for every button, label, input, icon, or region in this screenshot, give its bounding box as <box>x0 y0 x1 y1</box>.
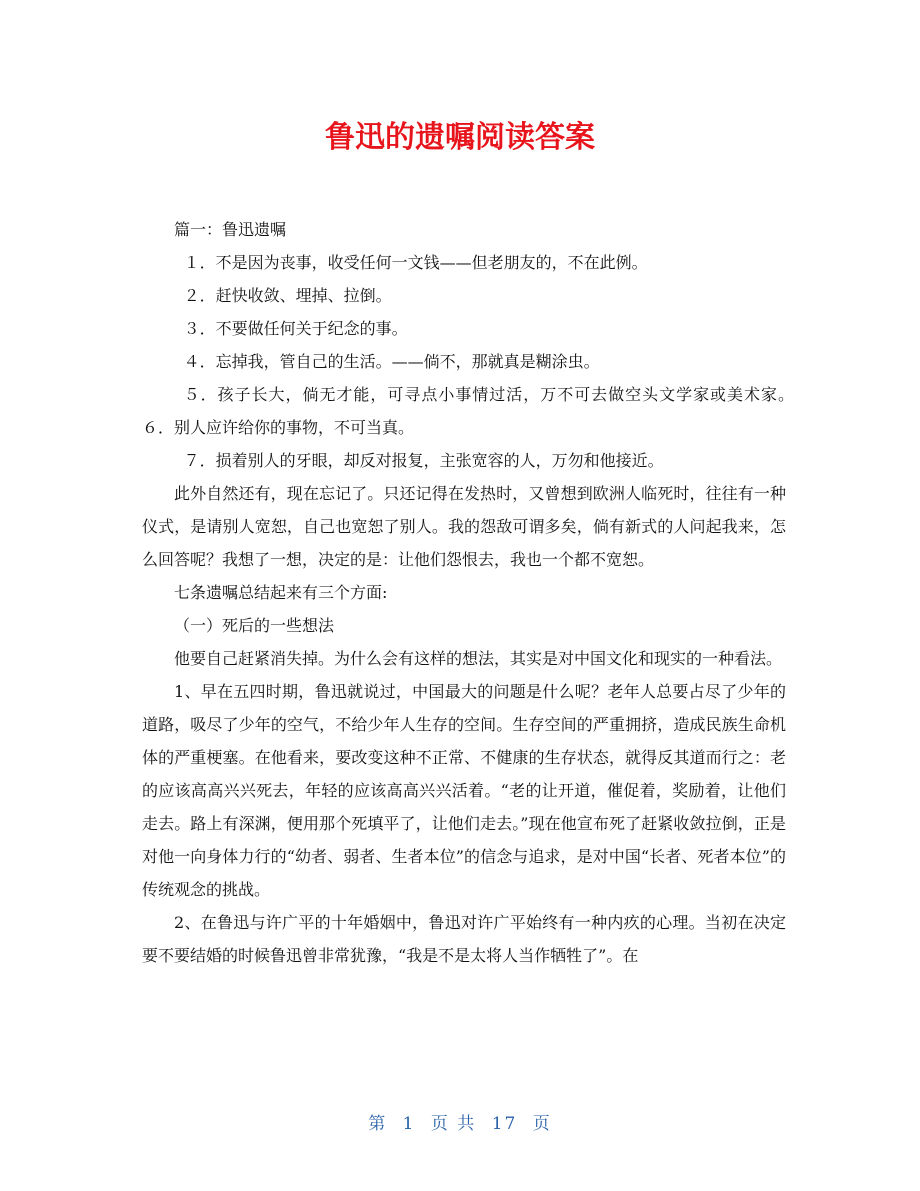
page-label-suffix: 页 <box>532 1114 552 1134</box>
page-label-middle: 页 共 <box>430 1114 477 1134</box>
body-paragraph: 他要自己赶紧消失掉。为什么会有这样的想法，其实是对中国文化和现实的一种看法。 <box>174 649 783 668</box>
page-footer <box>0 1111 920 1137</box>
will-item-2: ２．赶快收敛、埋掉、拉倒。 <box>183 286 392 305</box>
will-item-3: ３．不要做任何关于纪念的事。 <box>183 319 408 338</box>
current-page-number: 1 <box>402 1114 416 1134</box>
will-item-5-6: ５．孩子长大，倘无才能，可寻点小事情过活，万不可去做空头文学家或美术家。 ６．别人应许给你的事物，不可当真。 <box>142 385 803 437</box>
page-label-prefix: 第 <box>368 1114 388 1134</box>
section-heading: 篇一：鲁迅遗嘱 <box>174 220 287 239</box>
body-paragraph: 2、在鲁迅与许广平的十年婚姻中，鲁迅对许广平始终有一种内疚的心理。当初在决定要不要结婚的时候鲁迅曾非常犹豫，“我是不是太将人当作牺牲了”。在 <box>142 913 786 965</box>
body-paragraph: 七条遗嘱总结起来有三个方面: <box>174 583 388 602</box>
will-item-1: １．不是因为丧事，收受任何一文钱——但老朋友的，不在此例。 <box>183 253 648 272</box>
will-item-4: ４．忘掉我，管自己的生活。——倘不，那就真是糊涂虫。 <box>183 352 600 371</box>
total-pages-number: 17 <box>491 1114 518 1134</box>
body-paragraph: 此外自然还有，现在忘记了。只还记得在发热时，又曾想到欧洲人临死时，往往有一种仪式，是请别人宽恕，自己也宽恕了别人。我的怨敌可谓多矣，倘有新式的人问起我来，怎么回答呢？我想了一想，决定的是：让他们怨恨去，我也一个都不宽恕。 <box>142 484 786 569</box>
document-title: 鲁迅的遗嘱阅读答案 <box>325 120 595 155</box>
body-paragraph: 1、早在五四时期，鲁迅就说过，中国最大的问题是什么呢？老年人总要占尽了少年的道路，吸尽了少年的空气，不给少年人生存的空间。生存空间的严重拥挤，造成民族生命机体的严重梗塞。在他看来，要改变这种不正常、不健康的生存状态，就得反其道而行之：老的应该高高兴兴死去，年轻的应该高高兴兴活着。“老的让开道，催促着，奖励着，让他们走去。路上有深渊，便用那个死填平了，让他们走去。”现在他宣布死了赶紧收敛拉倒，正是对他一向身体力行的“幼者、弱者、生者本位”的信念与追求，是对中国“长者、死者本位”的传统观念的挑战。 <box>142 682 786 899</box>
subsection-heading: （一）死后的一些想法 <box>174 616 335 635</box>
document-body <box>142 213 803 972</box>
will-item-7: ７．损着别人的牙眼，却反对报复，主张宽容的人，万勿和他接近。 <box>183 451 664 470</box>
